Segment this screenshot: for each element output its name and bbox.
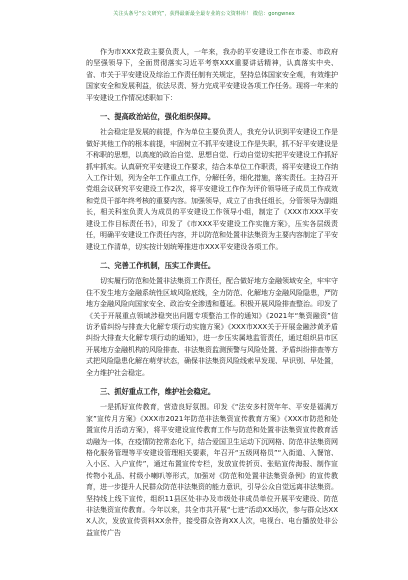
header-banner: 关注头条号“公文研究”，获得最新最全最专业的公文资料库！ 微信：gongwnex <box>113 11 295 17</box>
report-body <box>86 47 338 539</box>
section-body-3: 一是抓好宣传教育，营造良好氛围。印发《“法安多村贺年年、平安是福满万家”宣传月方案》《XXX市2021年防范非法集资宣传教育方案》《XXX市防范和处置宣传月活动方案》，将平安建设宣传教育工作与防范和处置非法集资宣传教育活动融为一体，在疫情防控常态化下，结合爱国卫生运动下沉网格、防范非法集资网格化服务管理等平安建设管理相关要素，年召开“五级网格员”“入街道、入餐馆、入小区、入户宣传”，通过布置宣传专栏，发放宣传折页、张贴宣传海报、制作宣传物小礼品、村级小喇叭等形式，加强对《防范和处置非法集资条例》的宣传教育，进一步提升人民群众防范非法集资的能力意识，引导公众自觉远离非法集资。坚持线上线下宣传，组织11县区处非办及市级处非成员单位开展平安建设、防范非法集资宣传教育。今年以来，共全市共开展“七进”活动XX场次，参与群众达XXX人次，发放宣传资料XX余件，接受群众咨询XX人次，电视台、电台播放处非公益宣传广告 <box>86 403 338 537</box>
section-heading-2: 二、完善工作机制，压实工作责任。 <box>100 260 216 270</box>
section-body-1: 社会稳定是发展的前提，作为单位主要负责人，我充分认识到平安建设工作是做好其他工作的根本前提，牢固树立不抓平安建设工作是失职，抓不好平安建设是不称职的思想，以高度的政治自觉、思想自觉、行动自觉切实把平安建设工作抓好抓牢抓实。认真研究平安建设工作要求，结合本单位工作职责，将平安建设工作纳入工作计划，列为全年工作重点工作，分解任务，细化措施，落实责任。主持召开党组会议研究平安建设工作2次，将平安建设工作作为评价领导班子成员工作成效和党员干部年终考核的重要内容。加强领导，成立了由我任组长，分管领导为副组长，相关科室负责人为成员的平安建设工作领导小组，制定了《XXX市XXX平安建设工作目标责任书》，印发了《市XXX平安建设工作实施方案》，压实各层级责任，明确平安建设工作责任内容，并以防范和处置非法集资为主要内容制定了平安建设工作清单，切实按计划统筹推进市XXX平安建设各项工作。 <box>86 128 338 251</box>
section-heading-3: 三、抓好重点工作，维护社会稳定。 <box>100 386 216 396</box>
intro-paragraph: 作为市XXX党政主要负责人，一年来，我办的平安建设工作在市委、市政府的坚强领导下，全面贯彻落实习近平考察XXX重要讲话精神，认真落实中央、省、市关于平安建设及综治工作责任制有关规定，坚持总体国家安全观，有效维护国家安全和发展利益，依法尽责、努力完成平安建设各项工作任务。现将一年来的平安建设工作情况述职如下： <box>86 48 338 102</box>
section-heading-1: 一、提高政治站位，强化组织保障。 <box>100 112 216 122</box>
section-body-2: 切实履行防范和处置非法集资工作责任，配合做好地方金融领域安全，牢牢守住不发生地方金融系统性区域风险底线，全力防范、化解地方金融风险隐患，严防地方金融风险向国家安全、政治安全渗透和蔓延。积极开展风险排查整治。印发了《关于开展重点领域涉稳突出问题专项整治工作的通知》《2021年“集资融资”信访矛盾纠纷与排查大化解专项行动实施方案》《XXX市XXX关于开展金融涉黄矛盾纠纷大排查大化解专项行动的通知》，进一步压实属地监管责任，通过组织县市区开展地方金融机构的风险排查、非法集资监测预警与风险处置、矛盾纠纷排查等方式把风险隐患化解在萌芽状态，确保非法集资风险线索早发现、早识别、早处置，全力维护社会稳定。 <box>86 277 338 377</box>
